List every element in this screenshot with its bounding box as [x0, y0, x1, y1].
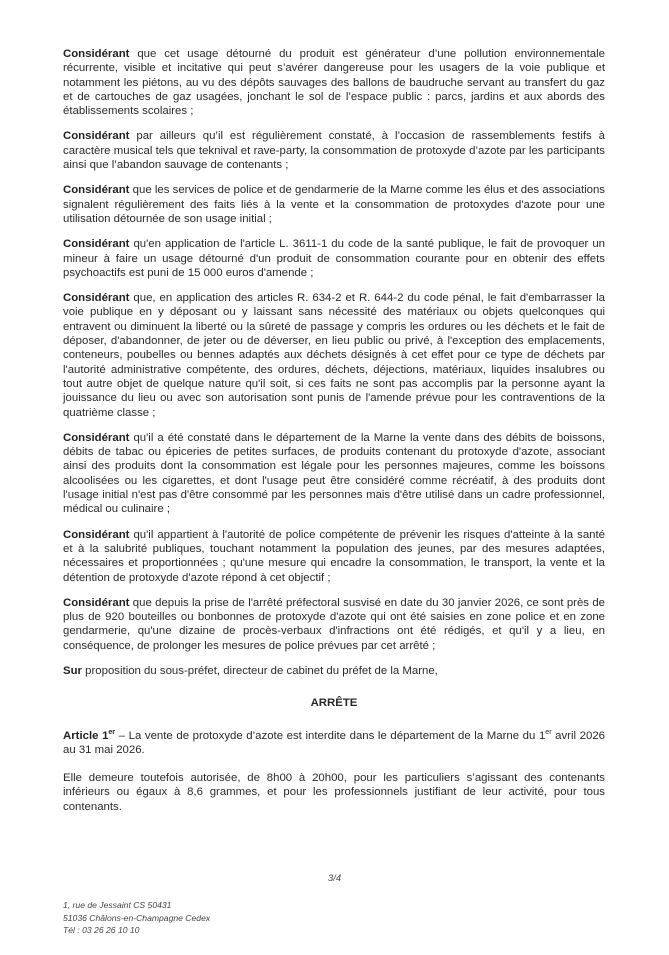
paragraph-text: qu'il appartient à l'autorité de police compétente de prévenir les risques d'atteinte à la santé et à la salubrité publiques, touchant notamment la population des jeunes, par des mesures adaptées, nécessaires et proportionnées ; qu'une mesure qui encadre la consommation, le transport, la vente et la détention de protoxyde d'azote répond à cet objectif ;	[63, 528, 605, 584]
decision-title: ARRÊTE	[310, 697, 358, 710]
paragraph-lead: Sur	[63, 664, 82, 677]
paragraph-lead: Considérant	[63, 431, 130, 444]
footer-address	[63, 899, 210, 937]
considerant-paragraph	[63, 528, 605, 585]
paragraph-lead: Considérant	[63, 48, 130, 60]
article-1-paragraph-2: Elle demeure toutefois autorisée, de 8h00 à 20h00, pour les particuliers s’agissant des contenants inférieurs ou égaux à 8,6 grammes, et pour les professionnels justifiant de leur activité, pour tous contenants.	[63, 772, 605, 813]
paragraph-lead: Considérant	[63, 184, 130, 197]
article-text: – La vente de protoxyde d’azote est interdite dans le département de la Marne du 1	[115, 729, 546, 742]
paragraph-lead: Considérant	[63, 292, 130, 305]
phone-number: Tél : 03 26 26 10 10	[63, 925, 140, 935]
article-text-sup: er	[545, 728, 552, 736]
address-line-2: 51036 Châlons-en-Champagne Cedex	[63, 912, 211, 923]
paragraph-text: qu'en application de l'article L. 3611-1 du code de la santé publique, le fait de provoquer un mineur à faire un usage détourné d'un produit de consommation courante pour en obtenir des effets psychoactifs est puni de 15 000 euros d'amende ;	[63, 238, 605, 279]
page-number: 3/4	[327, 873, 342, 884]
proposal-paragraph	[63, 664, 605, 678]
considerant-paragraph	[63, 47, 605, 118]
article-label: Article 1	[63, 729, 109, 742]
document-body	[63, 47, 605, 825]
article-1	[63, 729, 605, 758]
paragraph-text: que les services de police et de gendarmerie de la Marne comme les élus et des associations signalent régulièrement des faits liés à la vente et la consommation de protoxydes d'azote pour une utilisation détournée de son usage initial ;	[63, 184, 605, 225]
paragraph-text: qu'il a été constaté dans le département de la Marne la vente dans des débits de boissons, débits de tabac ou épiceries de petites surfaces, de produits contenant du protoxyde d'azote, associant ainsi des produits dont la consommation est légale pour les personnes majeures, comme les boissons alcoolisées ou les cigarettes, et dont l'usage peut être considéré comme récréatif, à des produits dont l'usage initial n'est pas d'être consommé par les personnes mais d'être utilisé dans un cadre professionnel, médical ou culinaire ;	[63, 431, 605, 516]
article-text-end: avril 2026 au 31 mai 2026.	[63, 729, 605, 756]
address-line-1: 1, rue de Jessaint CS 50431	[63, 900, 172, 910]
article-heading	[63, 730, 115, 742]
paragraph-text: que depuis la prise de l'arrêté préfectoral susvisé en date du 30 janvier 2026, ce sont près de plus de 920 bouteilles ou bonbonnes de protoxyde d'azote qui ont été saisies en zone police et en zone gendarmerie, qu'une dizaine de procès-verbaux d'infractions ont été rédigés, et qu'il y a lieu, en conséquence, de prolonger les mesures de police prévues par cet arrêté ;	[63, 596, 605, 652]
paragraph-lead: Considérant	[63, 596, 130, 609]
considerant-paragraph	[63, 291, 605, 420]
paragraph-text: par ailleurs qu’il est régulièrement constaté, à l’occasion de rassemblements festifs à caractère musical tels que teknival et rave-party, la consommation de protoxyde d’azote par les participants ainsi que l’abandon sauvage de contenants ;	[63, 130, 605, 172]
paragraph-lead: Considérant	[63, 130, 130, 143]
paragraph-lead: Considérant	[63, 528, 130, 541]
considerant-paragraph	[63, 183, 605, 226]
paragraph-text: que cet usage détourné du produit est générateur d’une pollution environnementale récurrente, visible et incitative qui peut s’avérer dangereuse pour les usagers de la voie publique et notamment les piétons, au vu des dépôts sauvages des ballons de baudruche servant au transfert du gaz et de cartouches de gaz usagées, jonchant le sol de l’espace public : parcs, jardins et aux abords des établissements scolaires ;	[63, 48, 605, 118]
paragraph-text: que, en application des articles R. 634-2 et R. 644-2 du code pénal, le fait d'embarrasser la voie publique en y déposant ou y laissant sans nécessité des matériaux ou objets quelconques qui entravent ou diminuent la liberté ou la sûreté de passage y compris les ordures ou les déchets et le fait de déposer, d'abandonner, de jeter ou de déverser, en lieu public ou privé, à l'exception des emplacements, conteneurs, poubelles ou bennes adaptés aux déchets désignés à cet effet pour ce type de déchets par l'autorité administrative compétente, des ordures, déchets, déjections, matériaux, liquides insalubres ou tout autre objet de quelque nature qu'il soit, si ces faits ne sont pas accomplis par la personne ayant la jouissance du lieu ou avec son autorisation sont punis de l'amende prévue pour les contraventions de la quatrième classe ;	[63, 292, 605, 419]
paragraph-text: proposition du sous-préfet, directeur de cabinet du préfet de la Marne,	[82, 664, 438, 677]
article-label-sup: er	[108, 728, 116, 736]
paragraph-lead: Considérant	[63, 238, 130, 251]
considerant-paragraph	[63, 237, 605, 280]
considerant-paragraph	[63, 596, 605, 653]
considerant-paragraph	[63, 129, 605, 172]
considerant-paragraph	[63, 431, 605, 517]
